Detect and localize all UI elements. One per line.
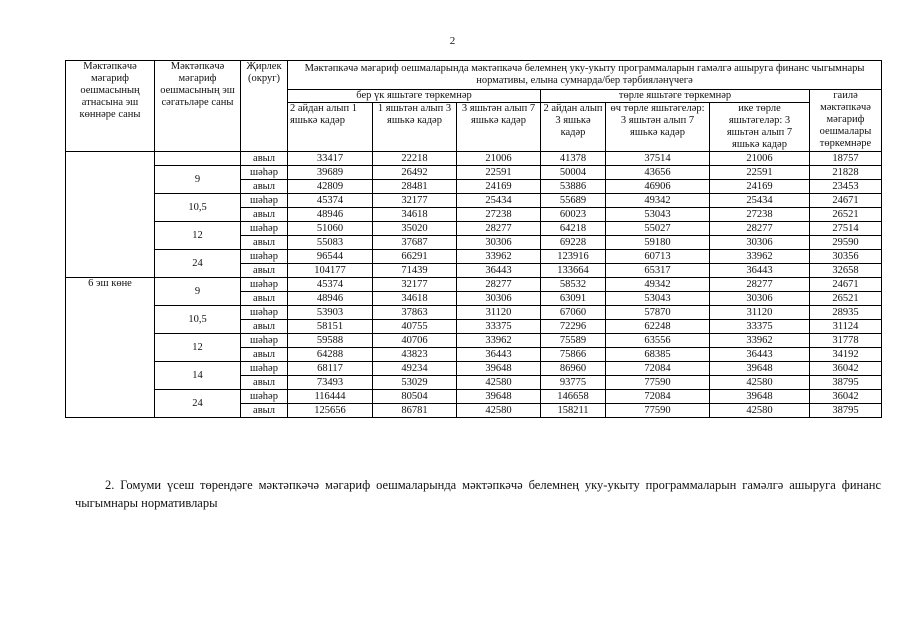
value-cell: 59180 (606, 236, 710, 250)
settlement-cell: шәһәр (241, 306, 288, 320)
value-cell: 39648 (457, 362, 541, 376)
value-cell: 75589 (541, 334, 606, 348)
settlement-cell: шәһәр (241, 278, 288, 292)
section-heading: 2. Гомуми үсеш төрендәге мәктәпкәчә мәгариф оешмаларында мәктәпкәчә белемнең уку-укыту программаларын гамәлгә ашыруга финанс чыгымнары нормативлары (75, 478, 881, 511)
value-cell: 73493 (288, 376, 373, 390)
value-cell: 34192 (810, 348, 882, 362)
value-cell: 25434 (710, 194, 810, 208)
value-cell: 67060 (541, 306, 606, 320)
value-cell: 30306 (710, 236, 810, 250)
value-cell: 27514 (810, 222, 882, 236)
value-cell: 22591 (710, 166, 810, 180)
settlement-cell: шәһәр (241, 362, 288, 376)
value-cell: 37863 (373, 306, 457, 320)
value-cell: 24169 (710, 180, 810, 194)
value-cell: 39648 (710, 390, 810, 404)
value-cell: 28277 (457, 278, 541, 292)
value-cell: 86960 (541, 362, 606, 376)
value-cell: 53903 (288, 306, 373, 320)
value-cell: 66291 (373, 250, 457, 264)
value-cell: 22591 (457, 166, 541, 180)
value-cell: 63091 (541, 292, 606, 306)
value-cell: 50004 (541, 166, 606, 180)
value-cell: 33375 (457, 320, 541, 334)
value-cell: 24671 (810, 194, 882, 208)
header-main: Мәктәпкәчә мәгариф оешмаларында мәктәпкәчә белемнең уку-укыту программаларын гамәлгә ашыруга финанс чыгымнары нормативы, елына сумнарда/бер тәрбияләнүчегә (288, 61, 882, 90)
settlement-cell: авыл (241, 292, 288, 306)
value-cell: 31120 (710, 306, 810, 320)
value-cell: 43823 (373, 348, 457, 362)
header-same-age-groups: бер үк яшьтәге төркемнәр (288, 90, 541, 103)
value-cell: 39648 (457, 390, 541, 404)
value-cell: 68117 (288, 362, 373, 376)
value-cell: 38795 (810, 404, 882, 418)
value-cell: 57870 (606, 306, 710, 320)
value-cell: 68385 (606, 348, 710, 362)
value-cell: 116444 (288, 390, 373, 404)
value-cell: 125656 (288, 404, 373, 418)
value-cell: 36443 (710, 348, 810, 362)
value-cell: 55689 (541, 194, 606, 208)
value-cell: 60023 (541, 208, 606, 222)
value-cell: 69228 (541, 236, 606, 250)
value-cell: 77590 (606, 376, 710, 390)
value-cell: 42809 (288, 180, 373, 194)
settlement-cell: авыл (241, 320, 288, 334)
value-cell: 27238 (710, 208, 810, 222)
value-cell: 48946 (288, 292, 373, 306)
value-cell: 33375 (710, 320, 810, 334)
value-cell: 58151 (288, 320, 373, 334)
value-cell: 86781 (373, 404, 457, 418)
value-cell: 32177 (373, 278, 457, 292)
header-sub-2: 1 яшьтән алып 3 яшькә кадәр (373, 103, 457, 152)
value-cell: 93775 (541, 376, 606, 390)
value-cell: 32177 (373, 194, 457, 208)
settlement-cell: шәһәр (241, 222, 288, 236)
value-cell: 45374 (288, 194, 373, 208)
header-family-groups: гаилә мәктәпкәчә мәгариф оешмалары төркемнәре (810, 90, 882, 152)
settlement-cell: авыл (241, 180, 288, 194)
value-cell: 43656 (606, 166, 710, 180)
value-cell: 72084 (606, 390, 710, 404)
hours-cell: 10,5 (155, 306, 241, 334)
hours-cell: 12 (155, 334, 241, 362)
settlement-cell: шәһәр (241, 166, 288, 180)
value-cell: 59588 (288, 334, 373, 348)
value-cell: 21828 (810, 166, 882, 180)
header-sub-6: ике төрле яшьтәгеләр: 3 яшьтән алып 7 яшькә кадәр (710, 103, 810, 152)
header-sub-5: өч төрле яшьтәгеләр: 3 яшьтән алып 7 яшькә кадәр (606, 103, 710, 152)
table-row (66, 306, 882, 320)
value-cell: 63556 (606, 334, 710, 348)
value-cell: 64218 (541, 222, 606, 236)
value-cell: 158211 (541, 404, 606, 418)
hours-cell: 14 (155, 362, 241, 390)
value-cell: 26521 (810, 292, 882, 306)
value-cell: 55083 (288, 236, 373, 250)
value-cell: 28277 (457, 222, 541, 236)
value-cell: 60713 (606, 250, 710, 264)
value-cell: 133664 (541, 264, 606, 278)
value-cell: 34618 (373, 208, 457, 222)
value-cell: 96544 (288, 250, 373, 264)
days-cell (66, 152, 155, 278)
value-cell: 53043 (606, 208, 710, 222)
value-cell: 36042 (810, 390, 882, 404)
financing-norms-table (65, 60, 882, 418)
value-cell: 36443 (457, 348, 541, 362)
settlement-cell: авыл (241, 404, 288, 418)
table-row (66, 250, 882, 264)
value-cell: 49342 (606, 278, 710, 292)
value-cell: 21006 (457, 152, 541, 166)
value-cell: 46906 (606, 180, 710, 194)
table-row (66, 278, 882, 292)
value-cell: 37687 (373, 236, 457, 250)
settlement-cell: шәһәр (241, 250, 288, 264)
header-work-days: Мәктәпкәчә мәгариф оешмасының атнасына эш көннәре саны (66, 61, 155, 152)
header-sub-4: 2 айдан алып 3 яшькә кадәр (541, 103, 606, 152)
value-cell: 58532 (541, 278, 606, 292)
settlement-cell: шәһәр (241, 390, 288, 404)
value-cell: 21006 (710, 152, 810, 166)
value-cell: 30306 (457, 236, 541, 250)
settlement-cell: авыл (241, 152, 288, 166)
value-cell: 41378 (541, 152, 606, 166)
table-row (66, 166, 882, 180)
value-cell: 48946 (288, 208, 373, 222)
value-cell: 38795 (810, 376, 882, 390)
value-cell: 33962 (457, 250, 541, 264)
value-cell: 64288 (288, 348, 373, 362)
header-sub-3: 3 яшьтән алып 7 яшькә кадәр (457, 103, 541, 152)
hours-cell: 9 (155, 166, 241, 194)
value-cell: 33962 (710, 250, 810, 264)
value-cell: 72084 (606, 362, 710, 376)
settlement-cell: шәһәр (241, 194, 288, 208)
settlement-cell: авыл (241, 376, 288, 390)
table-row (66, 334, 882, 348)
table-row (66, 152, 882, 166)
hours-cell: 12 (155, 222, 241, 250)
value-cell: 39648 (710, 362, 810, 376)
value-cell: 18757 (810, 152, 882, 166)
value-cell: 32658 (810, 264, 882, 278)
value-cell: 146658 (541, 390, 606, 404)
settlement-cell: авыл (241, 264, 288, 278)
value-cell: 28277 (710, 222, 810, 236)
value-cell: 24671 (810, 278, 882, 292)
value-cell: 25434 (457, 194, 541, 208)
value-cell: 53029 (373, 376, 457, 390)
value-cell: 33962 (710, 334, 810, 348)
header-settlement: Җирлек (округ) (241, 61, 288, 152)
value-cell: 42580 (710, 376, 810, 390)
value-cell: 40706 (373, 334, 457, 348)
value-cell: 29590 (810, 236, 882, 250)
value-cell: 28481 (373, 180, 457, 194)
value-cell: 45374 (288, 278, 373, 292)
table-row (66, 222, 882, 236)
value-cell: 75866 (541, 348, 606, 362)
value-cell: 31124 (810, 320, 882, 334)
table-row (66, 194, 882, 208)
value-cell: 53043 (606, 292, 710, 306)
value-cell: 40755 (373, 320, 457, 334)
value-cell: 30306 (710, 292, 810, 306)
value-cell: 51060 (288, 222, 373, 236)
settlement-cell: авыл (241, 348, 288, 362)
header-work-hours: Мәктәпкәчә мәгариф оешмасының эш сәгатьләре саны (155, 61, 241, 152)
value-cell: 36443 (710, 264, 810, 278)
value-cell: 72296 (541, 320, 606, 334)
value-cell: 80504 (373, 390, 457, 404)
value-cell: 26521 (810, 208, 882, 222)
value-cell: 34618 (373, 292, 457, 306)
page-number: 2 (449, 35, 456, 47)
value-cell: 28277 (710, 278, 810, 292)
value-cell: 33417 (288, 152, 373, 166)
value-cell: 30306 (457, 292, 541, 306)
value-cell: 28935 (810, 306, 882, 320)
value-cell: 35020 (373, 222, 457, 236)
value-cell: 27238 (457, 208, 541, 222)
days-6-label: 6 эш көне (66, 278, 155, 418)
header-mixed-age-groups: төрле яшьтәге төркемнәр (541, 90, 810, 103)
value-cell: 22218 (373, 152, 457, 166)
value-cell: 104177 (288, 264, 373, 278)
value-cell: 36042 (810, 362, 882, 376)
hours-cell (155, 152, 241, 166)
value-cell: 71439 (373, 264, 457, 278)
hours-cell: 24 (155, 250, 241, 278)
value-cell: 24169 (457, 180, 541, 194)
value-cell: 26492 (373, 166, 457, 180)
hours-cell: 10,5 (155, 194, 241, 222)
header-sub-1: 2 айдан алып 1 яшькә кадәр (288, 103, 373, 152)
header-row-1 (66, 61, 882, 90)
hours-cell: 9 (155, 278, 241, 306)
value-cell: 42580 (457, 404, 541, 418)
value-cell: 42580 (457, 376, 541, 390)
value-cell: 55027 (606, 222, 710, 236)
value-cell: 39689 (288, 166, 373, 180)
value-cell: 49234 (373, 362, 457, 376)
settlement-cell: авыл (241, 208, 288, 222)
value-cell: 36443 (457, 264, 541, 278)
value-cell: 49342 (606, 194, 710, 208)
value-cell: 62248 (606, 320, 710, 334)
value-cell: 31120 (457, 306, 541, 320)
value-cell: 30356 (810, 250, 882, 264)
value-cell: 23453 (810, 180, 882, 194)
value-cell: 33962 (457, 334, 541, 348)
value-cell: 37514 (606, 152, 710, 166)
value-cell: 123916 (541, 250, 606, 264)
value-cell: 77590 (606, 404, 710, 418)
value-cell: 42580 (710, 404, 810, 418)
settlement-cell: авыл (241, 236, 288, 250)
value-cell: 31778 (810, 334, 882, 348)
value-cell: 65317 (606, 264, 710, 278)
table-row (66, 390, 882, 404)
settlement-cell: шәһәр (241, 334, 288, 348)
table-row (66, 362, 882, 376)
hours-cell: 24 (155, 390, 241, 418)
value-cell: 53886 (541, 180, 606, 194)
